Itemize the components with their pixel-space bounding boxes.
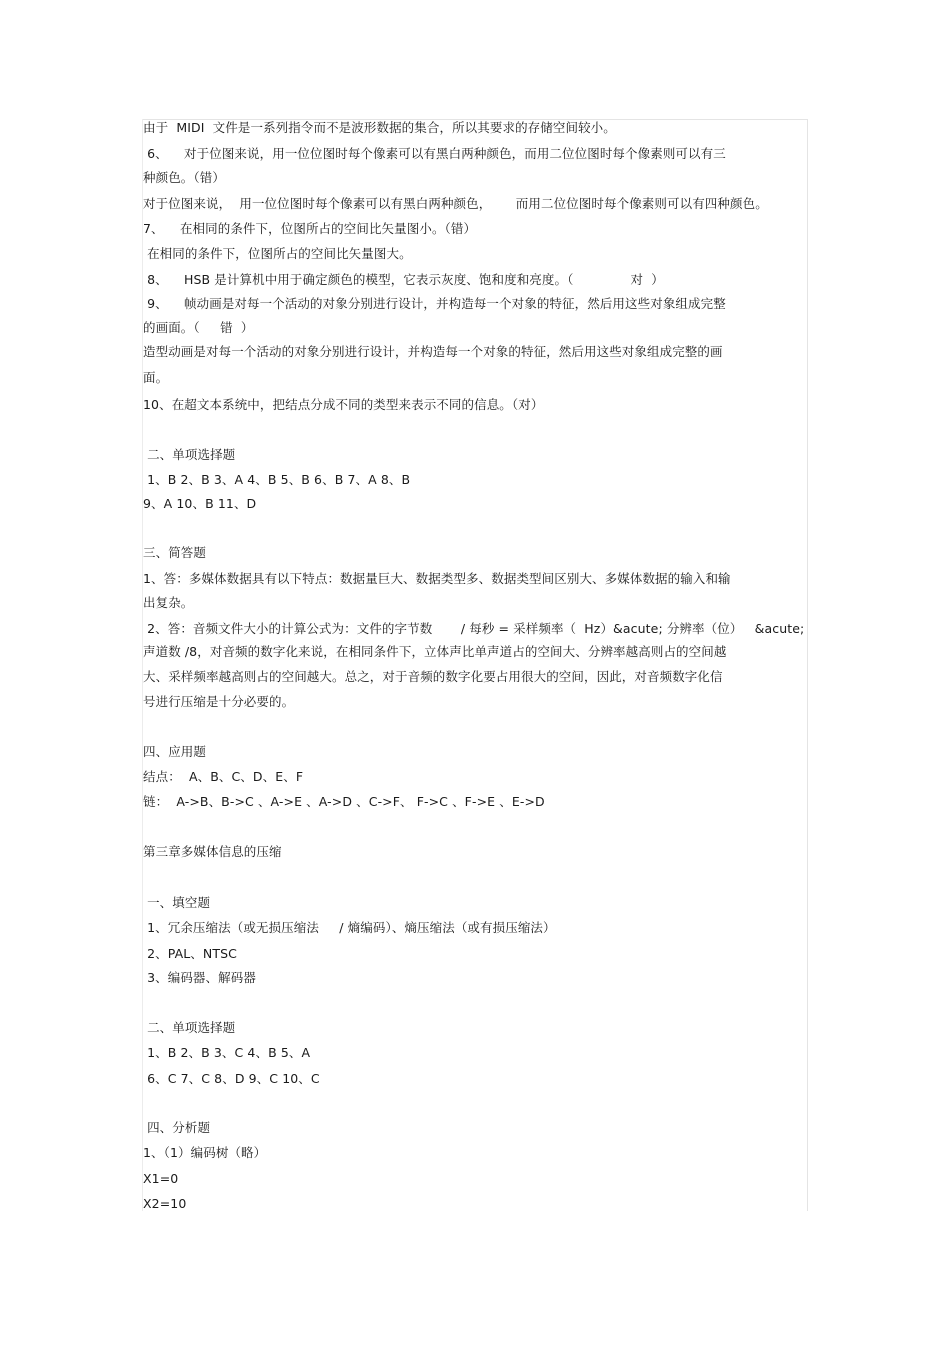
- text-line: 9、 帧动画是对每一个活动的对象分别进行设计，并构造每一个对象的特征，然后用这些对象组成完整: [143, 296, 726, 311]
- text-line: 声道数 /8，对音频的数字化来说，在相同条件下，立体声比单声道占的空间大、分辨率越高则占的空间越: [143, 644, 727, 659]
- page-frame-right: [807, 119, 808, 1211]
- chapter-heading: 第三章多媒体信息的压缩: [143, 844, 282, 859]
- text-line: X1=0: [143, 1171, 179, 1186]
- text-line: 6、C 7、C 8、D 9、C 10、C: [143, 1071, 320, 1086]
- text-line: 造型动画是对每一个活动的对象分别进行设计，并构造每一个对象的特征，然后用这些对象组成完整的画: [143, 344, 723, 359]
- text-line: 1、冗余压缩法（或无损压缩法 / 熵编码）、熵压缩法（或有损压缩法）: [143, 920, 556, 935]
- text-line: 1、（1）编码树（略）: [143, 1145, 267, 1160]
- section-heading: 一、填空题: [143, 895, 211, 910]
- text-line: 1、答：多媒体数据具有以下特点：数据量巨大、数据类型多、数据类型间区别大、多媒体数据的输入和输: [143, 571, 731, 586]
- section-heading: 四、分析题: [143, 1120, 211, 1135]
- text-line: 8、 HSB 是计算机中用于确定颜色的模型，它表示灰度、饱和度和亮度。（ 对 ）: [143, 272, 664, 287]
- section-heading: 三、简答题: [143, 545, 207, 560]
- text-line: 在相同的条件下，位图所占的空间比矢量图大。: [143, 246, 412, 261]
- text-line: X2=10: [143, 1196, 187, 1211]
- text-line: 大、采样频率越高则占的空间越大。总之，对于音频的数字化要占用很大的空间，因此，对音频数字化信: [143, 669, 723, 684]
- text-line: 号进行压缩是十分必要的。: [143, 694, 295, 709]
- section-heading: 四、应用题: [143, 744, 207, 759]
- text-line: 3、编码器、解码器: [143, 970, 256, 985]
- text-line: 6、 对于位图来说，用一位位图时每个像素可以有黑白两种颜色，而用二位位图时每个像素则可以有三: [143, 146, 726, 161]
- text-line: 链： A->B、B->C 、A->E 、A->D 、C->F、 F->C 、F->E 、E->D: [143, 794, 545, 809]
- text-line: 1、B 2、B 3、A 4、B 5、B 6、B 7、A 8、B: [143, 472, 411, 487]
- text-line: 的画面。（ 错 ）: [143, 320, 254, 335]
- text-line: 种颜色。（错）: [143, 170, 225, 185]
- text-line: 9、A 10、B 11、D: [143, 496, 257, 511]
- section-heading: 二、单项选择题: [143, 447, 236, 462]
- text-line: 2、答：音频文件大小的计算公式为：文件的字节数 / 每秒 = 采样频率（ Hz）&acute; 分辨率（位） &acute;: [143, 621, 805, 636]
- section-heading: 二、单项选择题: [143, 1020, 236, 1035]
- text-line: 结点： A、B、C、D、E、F: [143, 769, 304, 784]
- text-line: 出复杂。: [143, 595, 194, 610]
- text-line: 2、PAL、NTSC: [143, 946, 237, 961]
- text-line: 对于位图来说， 用一位位图时每个像素可以有黑白两种颜色， 而用二位位图时每个像素则可以有四种颜色。: [143, 196, 768, 211]
- text-line: 面。: [143, 370, 169, 385]
- text-line: 1、B 2、B 3、C 4、B 5、A: [143, 1045, 311, 1060]
- text-line: 10、在超文本系统中，把结点分成不同的类型来表示不同的信息。（对）: [143, 397, 544, 412]
- text-line: 由于 MIDI 文件是一系列指令而不是波形数据的集合，所以其要求的存储空间较小。: [143, 120, 616, 135]
- text-line: 7、 在相同的条件下，位图所占的空间比矢量图小。（错）: [143, 221, 477, 236]
